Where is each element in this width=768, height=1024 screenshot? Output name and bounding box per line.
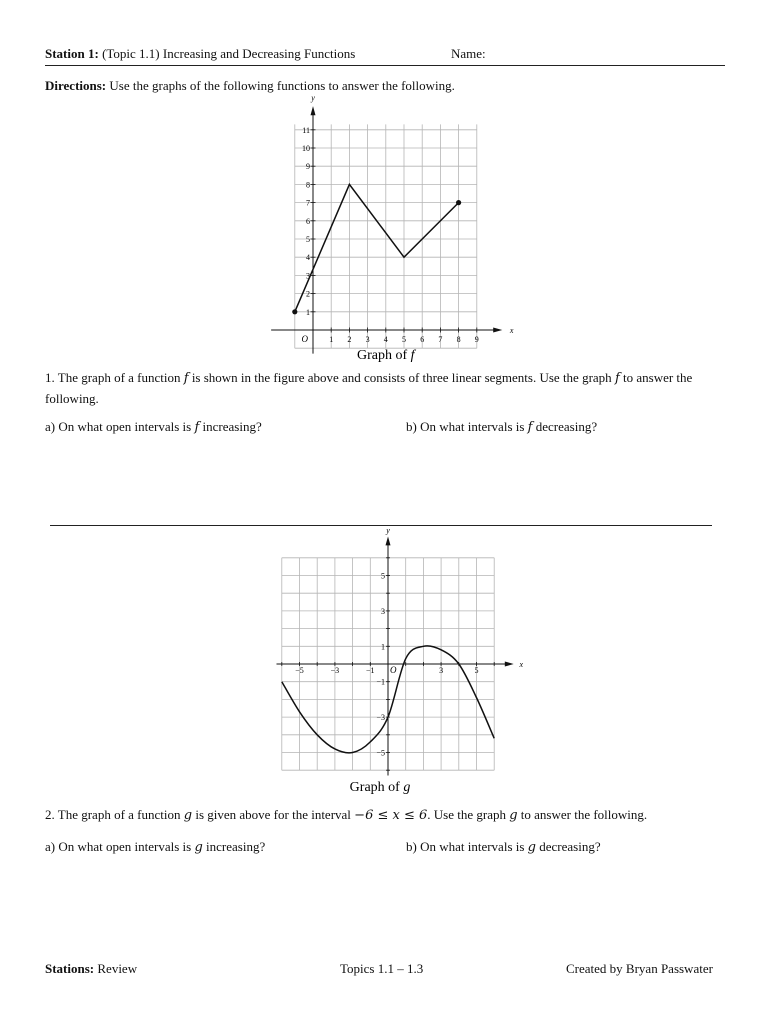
graph-f-caption-var: f	[410, 348, 415, 363]
x-tick-label: 3	[439, 666, 444, 675]
f-line	[295, 184, 459, 311]
y-tick-label: 9	[306, 162, 310, 172]
y-tick-label: 3	[306, 271, 310, 281]
x-tick-label: 7	[438, 335, 443, 344]
graph-g-caption-var: g	[403, 780, 411, 796]
q1b-var: f	[527, 420, 533, 435]
q2-var-g2: g	[509, 808, 518, 823]
directions-text: Use the graphs of the following functions to answer the following.	[109, 78, 455, 93]
y-tick-label: 10	[302, 144, 310, 153]
graph-g-caption-prefix: Graph of	[349, 780, 404, 796]
x-tick-label: 4	[383, 335, 388, 344]
q2-text-2: is given above for the interval	[195, 807, 351, 822]
y-axis-label: y	[311, 93, 315, 103]
q2a-label: a) On what open intervals is	[45, 839, 192, 854]
y-tick-label: 1	[381, 642, 385, 652]
x-tick-label: −5	[295, 666, 304, 675]
section-divider	[50, 525, 712, 526]
graph-g-caption	[350, 780, 411, 795]
x-tick-label: 5	[474, 666, 479, 675]
x-tick-label: 3	[365, 335, 370, 344]
question-1b	[406, 417, 597, 438]
x-tick-label: 1	[329, 335, 334, 344]
y-tick-label: −3	[376, 713, 385, 723]
y-axis-arrow	[386, 537, 391, 546]
y-tick-label: −1	[376, 677, 385, 687]
worksheet-title: (Topic 1.1) Increasing and Decreasing Functions	[102, 46, 356, 61]
q1b-end: decreasing?	[535, 419, 598, 434]
y-axis-label: y	[386, 526, 390, 536]
y-tick-label: 5	[381, 571, 385, 581]
y-tick-label: 4	[306, 253, 310, 263]
graph-f-caption-prefix: Graph of	[357, 348, 411, 363]
x-tick-label: −1	[366, 666, 375, 675]
question-2b	[406, 837, 601, 858]
q1a-var: f	[194, 420, 200, 435]
q1b-label: b) On what intervals is	[406, 419, 525, 434]
footer-stations	[45, 961, 137, 977]
y-tick-label: 8	[306, 180, 310, 190]
q2b-var: g	[527, 840, 536, 855]
x-tick-label: 6	[420, 335, 425, 344]
q1a-end: increasing?	[202, 419, 262, 434]
station-label: Station 1:	[45, 46, 99, 61]
graph-f	[260, 93, 514, 368]
y-tick-label: 7	[306, 198, 310, 208]
question-2a	[45, 837, 265, 858]
q1-text-3: to answer the following.	[45, 370, 693, 406]
x-tick-label: −3	[330, 666, 340, 675]
graph-g	[270, 526, 524, 800]
x-axis-label: x	[509, 326, 514, 335]
q2b-label: b) On what intervals is	[406, 839, 525, 854]
q2a-var: g	[194, 840, 203, 855]
x-axis-arrow	[493, 328, 502, 333]
y-tick-label: 3	[381, 606, 385, 616]
x-axis-label: x	[519, 660, 524, 669]
origin-label: O	[390, 665, 397, 675]
x-tick-label: 5	[402, 335, 406, 344]
footer-stations-label: Stations:	[45, 961, 95, 976]
q2-text-3: . Use the graph	[427, 807, 506, 822]
q1a-label: a) On what open intervals is	[45, 419, 192, 434]
x-tick-label: 2	[347, 335, 352, 344]
y-tick-label: 5	[306, 235, 310, 244]
origin-label: O	[301, 334, 308, 344]
q1-text-2: is shown in the figure above and consists of three linear segments. Use the graph	[191, 370, 612, 385]
footer-credit: Created by Bryan Passwater	[566, 961, 713, 976]
question-1	[45, 368, 715, 409]
q1-text-1: 1. The graph of a function	[45, 370, 181, 385]
x-tick-label: 8	[456, 335, 461, 344]
y-tick-label: −5	[376, 748, 385, 758]
q2-text-4: to answer the following.	[520, 807, 648, 822]
y-tick-label: 1	[306, 307, 310, 317]
q2-interval: −6 ≤ x ≤ 6	[354, 808, 428, 823]
x-axis-arrow	[505, 662, 514, 667]
footer-stations-value: Review	[97, 961, 138, 976]
name-label: Name:	[451, 46, 486, 61]
header-rule	[45, 65, 725, 66]
q2-var-g: g	[183, 808, 193, 823]
graph-f-caption	[357, 348, 417, 363]
worksheet-header	[45, 46, 725, 62]
q1-var-f2: f	[614, 371, 620, 386]
question-2	[45, 805, 725, 826]
x-tick-label: 9	[474, 335, 479, 344]
f-endpoint-right	[456, 200, 461, 205]
q1-var-f: f	[183, 371, 189, 386]
f-endpoint-left	[292, 309, 297, 314]
q2b-end: decreasing?	[539, 839, 601, 854]
q2-text-1: 2. The graph of a function	[45, 807, 181, 822]
y-tick-label: 2	[306, 289, 310, 299]
y-tick-label: 6	[306, 216, 310, 226]
y-tick-label: 11	[302, 125, 310, 135]
y-axis-arrow	[311, 106, 316, 115]
footer-topics: Topics 1.1 – 1.3	[340, 961, 424, 976]
q2a-end: increasing?	[206, 839, 266, 854]
directions-label: Directions:	[45, 78, 107, 93]
question-1a	[45, 417, 262, 438]
directions	[45, 78, 455, 94]
